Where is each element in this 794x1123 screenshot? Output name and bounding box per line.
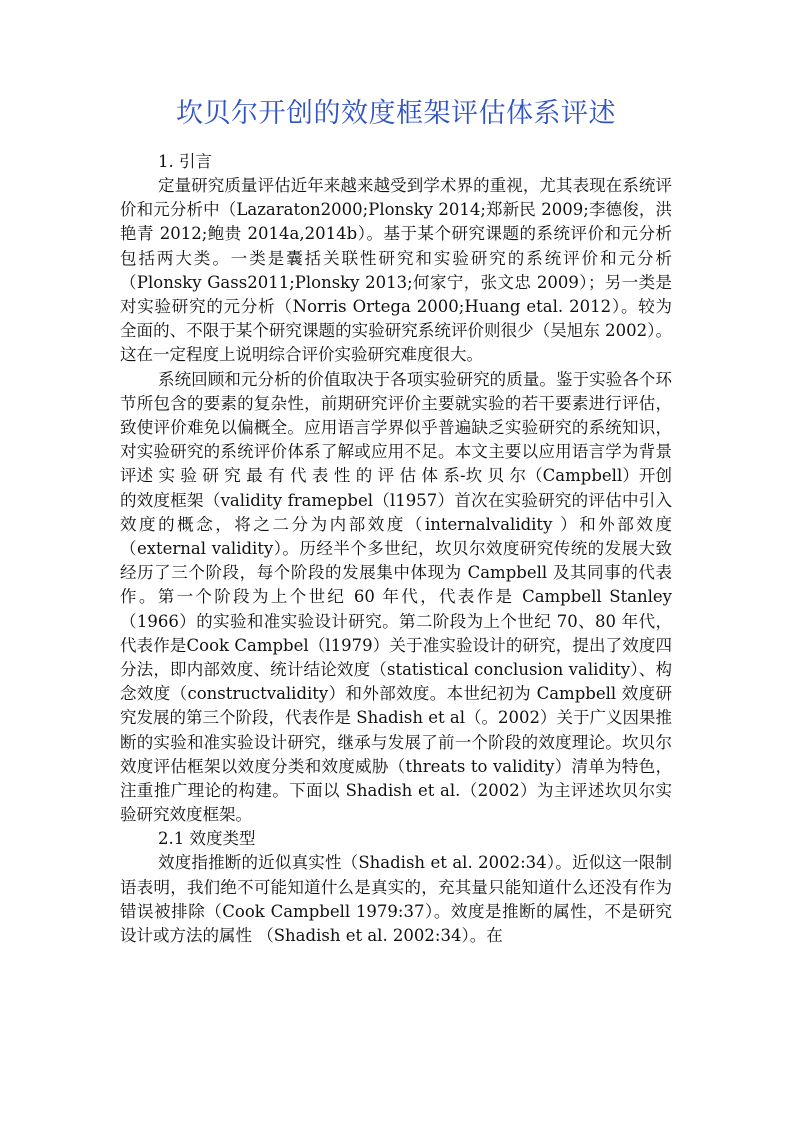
paragraph-2: 系统回顾和元分析的价值取决于各项实验研究的质量。鉴于实验各个环节所包含的要素的复杂性，前期研究评价主要就实验的若干要素进行评估，致使评价难免以偏概全。应用语言学界似乎普遍缺乏实验研究的系统知识，对实验研究的系统评价体系了解或应用不足。本文主要以应用语言学为背景评述 实 验 研 究 最 有 代 表 性 的 评 估 体 系-坎 贝 尔（Campbell）开创的效度框架（validity framepbel（l1957）首次在实验研究的评估中引入效度的概念，将之二分为内部效度（internalvalidity ）和外部效度（external validity）。历经半个多世纪，坎贝尔效度研究传统的发展大致经历了三个阶段，每个阶段的发展集中体现为 Campbell 及其同事的代表作。第一个阶段为上个世纪 60 年代，代表作是 Campbell Stanley（1966）的实验和准实验设计研究。第二阶段为上个世纪 70、80 年代，代表作是Cook Campbel（l1979）关于准实验设计的研究，提出了效度四分法，即内部效度、统计结论效度（statistical conclusion validity）、构念效度（constructvalidity）和外部效度。本世纪初为 Campbell 效度研究发展的第三个阶段，代表作是 Shadish et al（。2002）关于广义因果推断的实验和准实验设计研究，继承与发展了前一个阶段的效度理论。坎贝尔效度评估框架以效度分类和效度威胁（threats to validity）清单为特色，注重推广理论的构建。下面以 Shadish et al.（2002）为主评述坎贝尔实验研究效度框架。 — [120, 369, 672, 825]
section-heading-validity-types: 2.1 效度类型 — [158, 829, 256, 849]
section-heading-introduction: 1. 引言 — [158, 152, 212, 171]
paragraph-3: 效度指推断的近似真实性（Shadish et al. 2002:34）。近似这一限制语表明，我们绝不可能知道什么是真实的，充其量只能知道什么还没有作为错误被排除（Cook Campbell 1979:37）。效度是推断的属性，不是研究设计或方法的属性 （Shadish et al. 2002:34）。在 — [120, 853, 672, 946]
document-title: 坎贝尔开创的效度框架评估体系评述 — [176, 98, 616, 129]
paragraph-1: 定量研究质量评估近年来越来越受到学术界的重视，尤其表现在系统评价和元分析中（Lazaraton2000;Plonsky 2014;郑新民 2009;李德俊，洪艳青 2012;鲍贵 2014a,2014b）。基于某个研究课题的系统评价和元分析包括两大类。一类是囊括关联性研究和实验研究的系统评价和元分析（Plonsky Gass2011;Plonsky 2013;何家宁，张文忠 2009）；另一类是对实验研究的元分析（Norris Ortega 2000;Huang etal. 2012）。较为全面的、不限于某个研究课题的实验研究系统评价则很少（吴旭东 2002）。这在一定程度上说明综合评价实验研究难度很大。 — [120, 176, 672, 365]
document-page — [120, 0, 672, 948]
